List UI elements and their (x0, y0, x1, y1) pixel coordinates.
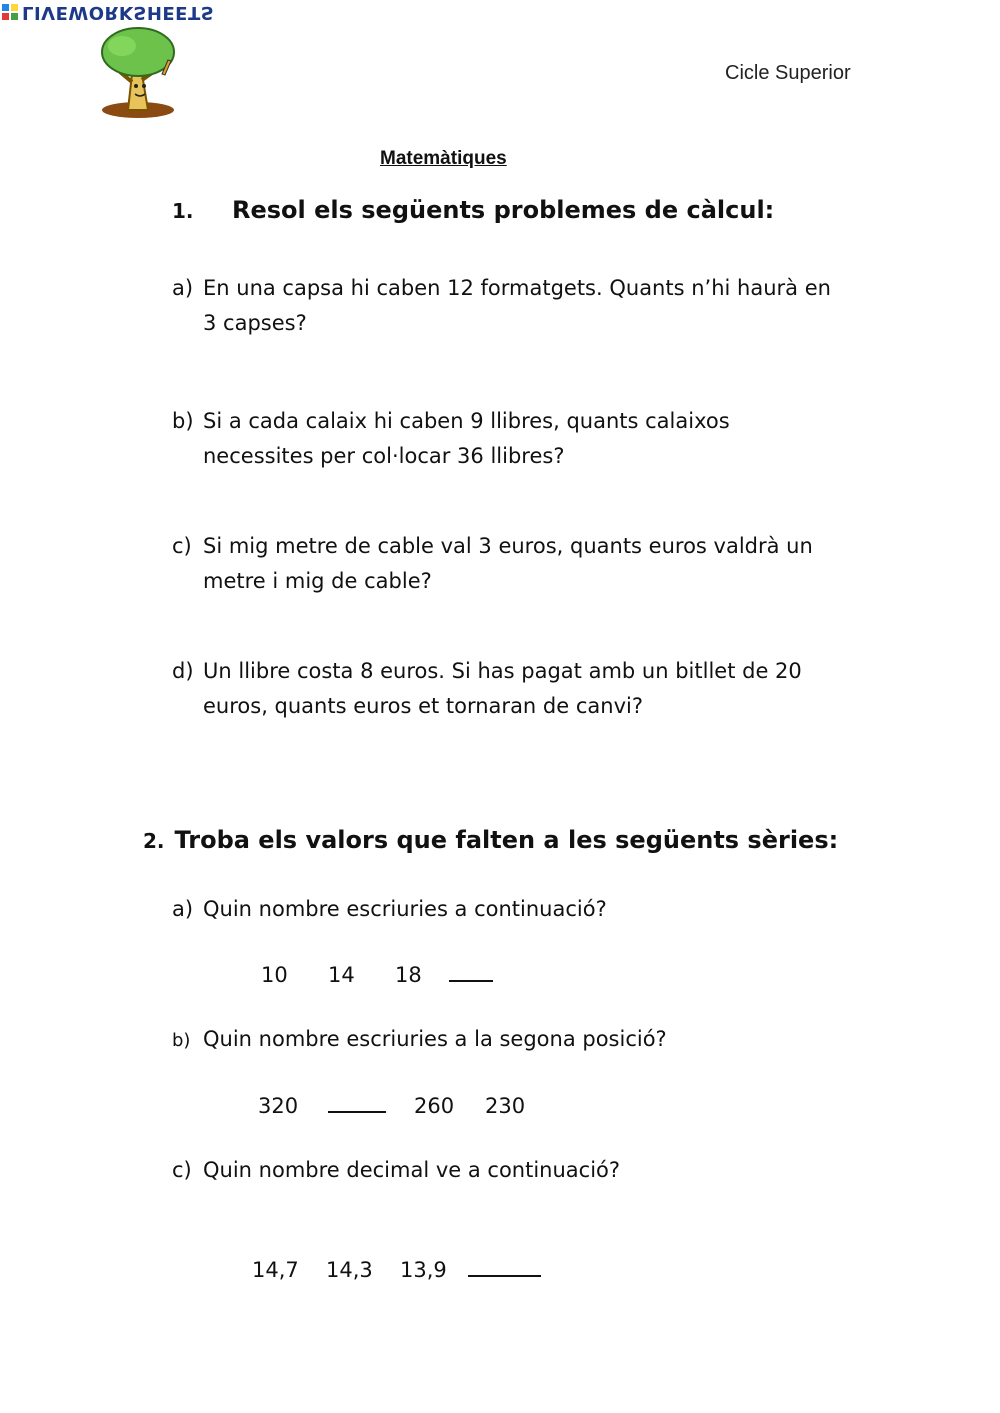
series-c (252, 1255, 541, 1282)
series-value: 13,9 (400, 1258, 447, 1282)
problem-label: a) (172, 276, 194, 300)
problem-c (172, 529, 862, 599)
brand-text: LIVEWORKSHEETS (22, 2, 215, 23)
question-label: a) (172, 897, 194, 921)
series-value: 320 (258, 1094, 299, 1118)
question-c (172, 1153, 862, 1188)
problem-label: b) (172, 409, 194, 433)
problem-text-line2: metre i mig de cable? (203, 569, 432, 593)
question-label: b) (172, 1030, 191, 1051)
question-label: c) (172, 1158, 192, 1182)
question-a (172, 892, 862, 927)
tree-logo-icon (98, 24, 184, 120)
section-2-heading (143, 826, 838, 854)
question-text: Quin nombre escriuries a la segona posició? (203, 1027, 667, 1051)
problem-text-line2: 3 capses? (203, 311, 307, 335)
series-value: 260 (414, 1094, 455, 1118)
problem-text-line2: necessites per col·locar 36 llibres? (203, 444, 565, 468)
section-2-number: 2. (143, 829, 165, 853)
series-value: 14,3 (326, 1258, 373, 1282)
series-value: 18 (395, 963, 422, 987)
problem-b (172, 404, 862, 474)
problem-text-line1: Si a cada calaix hi caben 9 llibres, quants calaixos (203, 409, 730, 433)
brand-watermark (2, 2, 214, 23)
series-b (258, 1091, 525, 1118)
answer-blank-c[interactable] (468, 1255, 541, 1277)
page-title: Matemàtiques (380, 148, 507, 169)
question-text: Quin nombre escriuries a continuació? (203, 897, 607, 921)
brand-blocks-icon (2, 4, 18, 20)
answer-blank-b[interactable] (328, 1091, 386, 1113)
section-1-title: Resol els següents problemes de càlcul: (232, 196, 775, 224)
series-value: 230 (485, 1094, 526, 1118)
series-value: 14 (328, 963, 355, 987)
problem-text-line2: euros, quants euros et tornaran de canvi? (203, 694, 643, 718)
section-2-title: Troba els valors que falten a les següents sèries: (174, 826, 839, 854)
problem-text-line1: Un llibre costa 8 euros. Si has pagat amb un bitllet de 20 (203, 659, 802, 683)
problem-d (172, 654, 862, 724)
problem-a (172, 271, 862, 341)
section-1-heading (172, 196, 774, 224)
answer-blank-a[interactable] (449, 960, 493, 982)
series-value: 14,7 (252, 1258, 299, 1282)
problem-text-line1: Si mig metre de cable val 3 euros, quants euros valdrà un (203, 534, 813, 558)
question-b (172, 1022, 862, 1058)
problem-label: c) (172, 534, 192, 558)
question-text: Quin nombre decimal ve a continuació? (203, 1158, 621, 1182)
section-1-number: 1. (172, 199, 194, 223)
problem-label: d) (172, 659, 194, 683)
cycle-label: Cicle Superior (725, 62, 851, 84)
problem-text-line1: En una capsa hi caben 12 formatgets. Quants n’hi haurà en (203, 276, 831, 300)
series-a (261, 960, 493, 987)
series-value: 10 (261, 963, 288, 987)
